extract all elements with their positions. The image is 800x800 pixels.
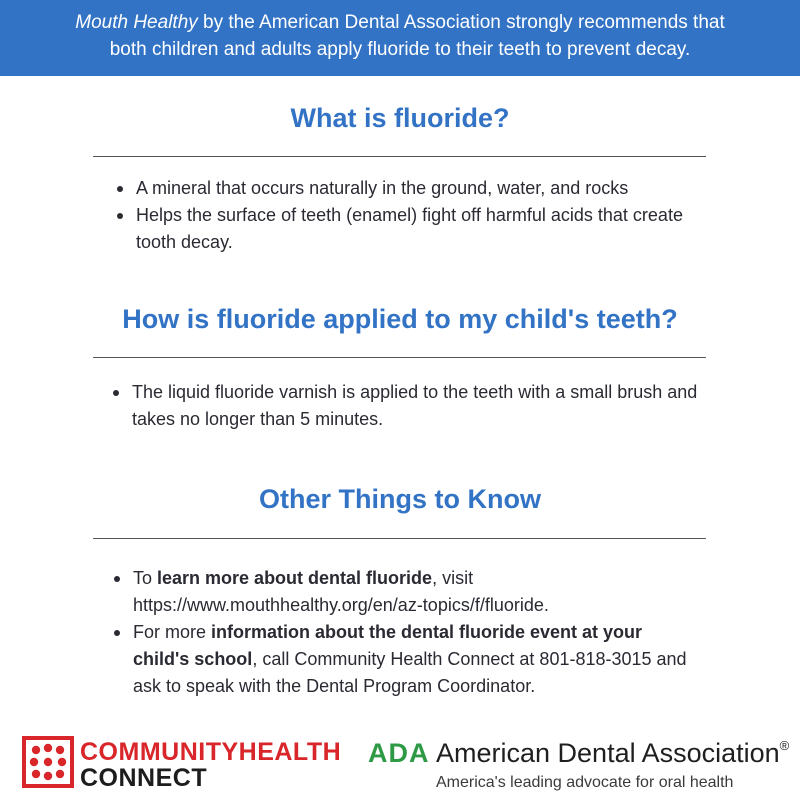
- text: , call Community Health Connect at 801-818-3015 and ask to speak with the Dental Program Coordinator.: [133, 649, 687, 696]
- text: For more: [133, 622, 212, 642]
- section-title-how-applied: How is fluoride applied to my child's teeth?: [122, 304, 678, 334]
- section-divider: [93, 156, 706, 157]
- section1-list: [114, 175, 714, 256]
- bold-text: learn more about dental fluoride: [157, 568, 433, 588]
- bold-text: information about the dental fluoride event at your child's school: [133, 622, 643, 669]
- section-divider: [93, 538, 706, 539]
- list-item: The liquid fluoride varnish is applied to the teeth with a small brush and takes no longer than 5 minutes.: [110, 379, 710, 433]
- list-item: Helps the surface of teeth (enamel) fight off harmful acids that create tooth decay.: [114, 202, 684, 256]
- text: To: [133, 568, 158, 588]
- banner-line1-rest: by the American Dental Association strongly recommends that: [197, 12, 725, 33]
- ada-tagline: America's leading advocate for oral health: [436, 774, 734, 791]
- list-item: [111, 619, 691, 700]
- chc-logo-line-1: COMMUNITYHEALTH: [80, 738, 342, 766]
- section2-list: [110, 379, 710, 433]
- section3-list: [111, 565, 701, 700]
- ada-name-text: American Dental Association: [436, 738, 780, 768]
- text: , visit https://www.mouthhealthy.org/en/az-topics/f/fluoride.: [133, 568, 549, 615]
- banner-line-1: [0, 9, 800, 36]
- banner-line-2: both children and adults apply fluoride to their teeth to prevent decay.: [109, 39, 691, 60]
- chc-logo-line-2: CONNECT: [80, 764, 208, 792]
- chc-grid-icon: [22, 736, 74, 788]
- community-health-connect-logo: [22, 736, 352, 792]
- section-title-what-is-fluoride: What is fluoride?: [290, 103, 510, 133]
- registered-mark: ®: [779, 738, 790, 753]
- section-title-other-things: Other Things to Know: [259, 484, 541, 514]
- ada-abbr: ADA: [368, 738, 430, 768]
- list-item: [111, 565, 631, 619]
- section-divider: [93, 357, 706, 358]
- ada-name: [436, 738, 789, 769]
- list-item: A mineral that occurs naturally in the ground, water, and rocks: [114, 175, 714, 202]
- intro-banner: [0, 0, 800, 76]
- ada-logo: [368, 736, 788, 796]
- banner-italic: Mouth Healthy: [75, 12, 198, 33]
